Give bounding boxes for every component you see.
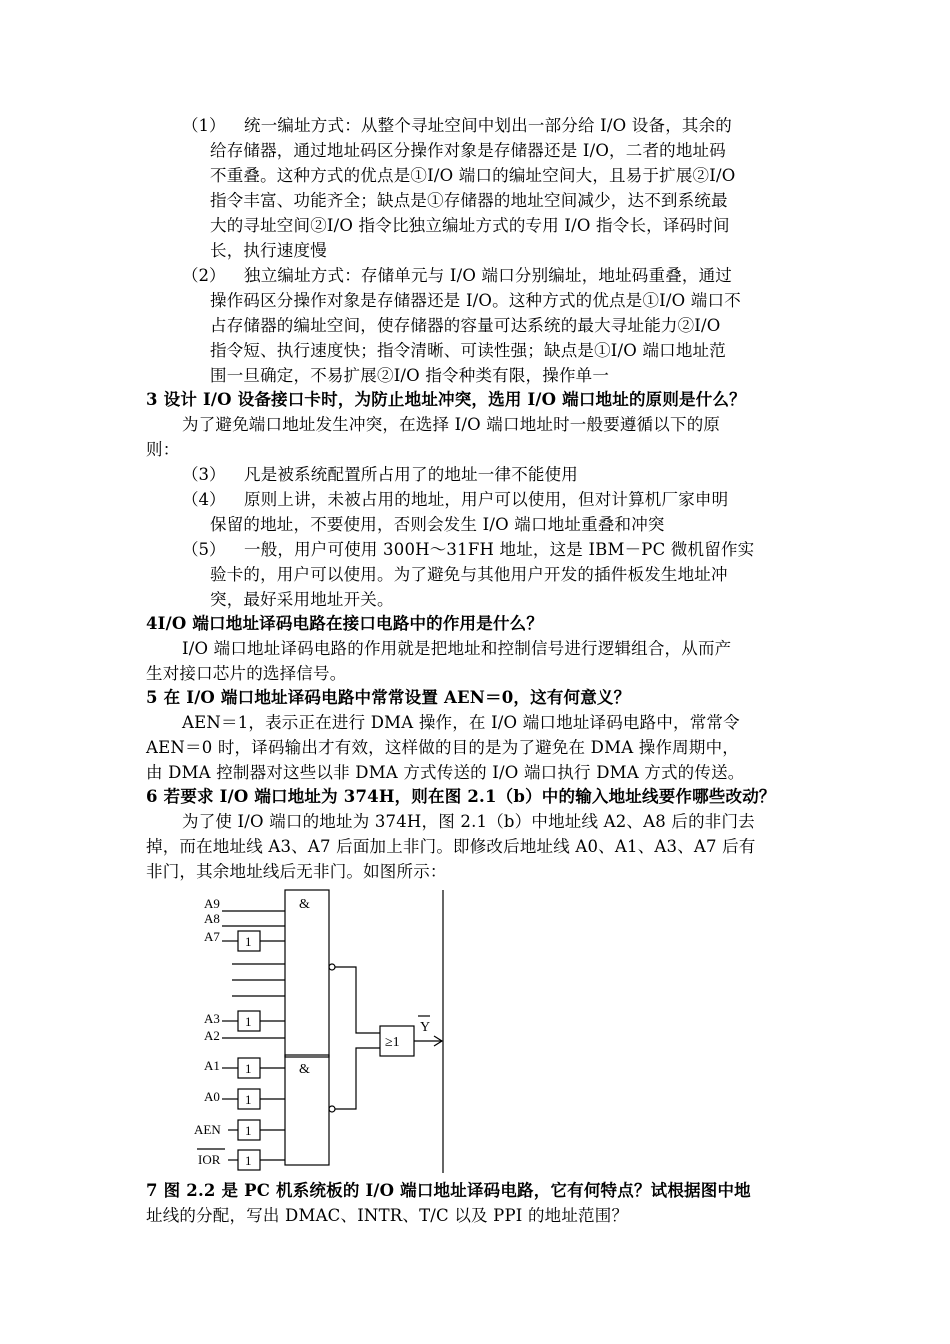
item-5-line-3: 突，最好采用地址开关。 xyxy=(210,590,394,609)
item-4-number: （4） xyxy=(182,490,226,509)
item-5-line-1: 一般，用户可使用 300H～31FH 地址，这是 IBM－PC 微机留作实 xyxy=(244,540,755,559)
not-label-aen: 1 xyxy=(245,1123,252,1138)
question-3-answer-line-1: 为了避免端口地址发生冲突，在选择 I/O 端口地址时一般要遵循以下的原 xyxy=(182,415,721,434)
address-decoder-diagram xyxy=(180,888,460,1178)
and-lower-output-bubble xyxy=(329,1106,335,1112)
question-3-title: 3 设计 I/O 设备接口卡时，为防止地址冲突，选用 I/O 端口地址的原则是什么？ xyxy=(146,390,746,409)
question-6-answer-line-3: 非门，其余地址线后无非门。如图所示： xyxy=(146,862,447,881)
input-a9-label: A9 xyxy=(204,896,220,911)
item-1-line-1: 统一编址方式：从整个寻址空间中划出一部分给 I/O 设备，其余的 xyxy=(244,116,732,135)
item-2-line-2: 操作码区分操作对象是存储器还是 I/O。这种方式的优点是①I/O 端口不 xyxy=(210,291,741,310)
not-label-ior: 1 xyxy=(245,1153,252,1168)
item-2-number: （2） xyxy=(182,266,226,285)
input-a0-label: A0 xyxy=(204,1089,220,1104)
item-5-number: （5） xyxy=(182,540,226,559)
item-1-line-3: 不重叠。这种方式的优点是①I/O 端口的编址空间大，且易于扩展②I/O xyxy=(210,166,736,185)
question-3-answer-line-2: 则： xyxy=(146,440,180,459)
input-a8-label: A8 xyxy=(204,911,220,926)
or-symbol: ≥1 xyxy=(385,1035,400,1050)
question-5-answer-line-2: AEN＝0 时，译码输出才有效，这样做的目的是为了避免在 DMA 操作周期中， xyxy=(146,738,739,757)
question-7-line-1: 7 图 2.2 是 PC 机系统板的 I/O 端口地址译码电路，它有何特点？试根据图中地 xyxy=(146,1181,751,1200)
question-5-answer-line-1: AEN＝1，表示正在进行 DMA 操作，在 I/O 端口地址译码电路中，常常令 xyxy=(182,713,740,732)
and-lower-symbol: & xyxy=(299,1062,310,1077)
question-6-title: 6 若要求 I/O 端口地址为 374H，则在图 2.1（b）中的输入地址线要作哪些改动？ xyxy=(146,787,776,806)
item-1-line-2: 给存储器，通过地址码区分操作对象是存储器还是 I/O，二者的地址码 xyxy=(210,141,726,160)
input-aen-label: AEN xyxy=(194,1122,221,1137)
output-y-label: Y xyxy=(420,1020,431,1035)
not-label-a7: 1 xyxy=(245,934,252,949)
question-5-title: 5 在 I/O 端口地址译码电路中常常设置 AEN＝0，这有何意义？ xyxy=(146,688,631,707)
and-upper-output-bubble xyxy=(329,964,335,970)
item-4-line-1: 原则上讲，未被占用的地址，用户可以使用，但对计算机厂家申明 xyxy=(244,490,729,509)
item-2-line-5: 围一旦确定，不易扩展②I/O 指令种类有限，操作单一 xyxy=(210,366,610,385)
and-gate-upper xyxy=(285,890,329,1057)
input-a2-label: A2 xyxy=(204,1028,220,1043)
input-ior-label: IOR xyxy=(198,1152,221,1167)
input-a1-label: A1 xyxy=(204,1058,220,1073)
item-1-line-5: 大的寻址空间②I/O 指令比独立编址方式的专用 I/O 指令长，译码时间 xyxy=(210,216,730,235)
item-2-line-3: 占存储器的编址空间，使存储器的容量可达系统的最大寻址能力②I/O xyxy=(210,316,721,335)
and-upper-symbol: & xyxy=(299,897,310,912)
not-label-a3: 1 xyxy=(245,1014,252,1029)
item-1-number: （1） xyxy=(182,116,226,135)
item-1-line-4: 指令丰富、功能齐全；缺点是①存储器的地址空间减少，达不到系统最 xyxy=(210,191,728,210)
question-5-answer-line-3: 由 DMA 控制器对这些以非 DMA 方式传送的 I/O 端口执行 DMA 方式的传送。 xyxy=(146,763,745,782)
item-3-line-1: 凡是被系统配置所占用了的地址一律不能使用 xyxy=(244,465,578,484)
question-6-answer-line-2: 掉，而在地址线 A3、A7 后面加上非门。即修改后地址线 A0、A1、A3、A7 后有 xyxy=(146,837,756,856)
question-4-title: 4I/O 端口地址译码电路在接口电路中的作用是什么？ xyxy=(146,614,544,633)
item-2-line-4: 指令短、执行速度快；指令清晰、可读性强；缺点是①I/O 端口地址范 xyxy=(210,341,726,360)
question-7-line-2: 址线的分配，写出 DMAC、INTR、T/C 以及 PPI 的地址范围？ xyxy=(146,1206,629,1225)
input-a3-label: A3 xyxy=(204,1011,220,1026)
input-a7-label: A7 xyxy=(204,929,220,944)
question-4-answer-line-1: I/O 端口地址译码电路的作用就是把地址和控制信号进行逻辑组合，从而产 xyxy=(182,639,732,658)
question-4-answer-line-2: 生对接口芯片的选择信号。 xyxy=(146,664,347,683)
not-label-a1: 1 xyxy=(245,1061,252,1076)
item-3-number: （3） xyxy=(182,465,226,484)
not-label-a0: 1 xyxy=(245,1092,252,1107)
question-6-answer-line-1: 为了使 I/O 端口的地址为 374H，图 2.1（b）中地址线 A2、A8 后的非门去 xyxy=(182,812,755,831)
item-5-line-2: 验卡的，用户可以使用。为了避免与其他用户开发的插件板发生地址冲 xyxy=(210,565,728,584)
item-4-line-2: 保留的地址，不要使用，否则会发生 I/O 端口地址重叠和冲突 xyxy=(210,515,665,534)
item-1-line-6: 长，执行速度慢 xyxy=(210,241,327,260)
item-2-line-1: 独立编址方式：存储单元与 I/O 端口分别编址，地址码重叠，通过 xyxy=(244,266,732,285)
